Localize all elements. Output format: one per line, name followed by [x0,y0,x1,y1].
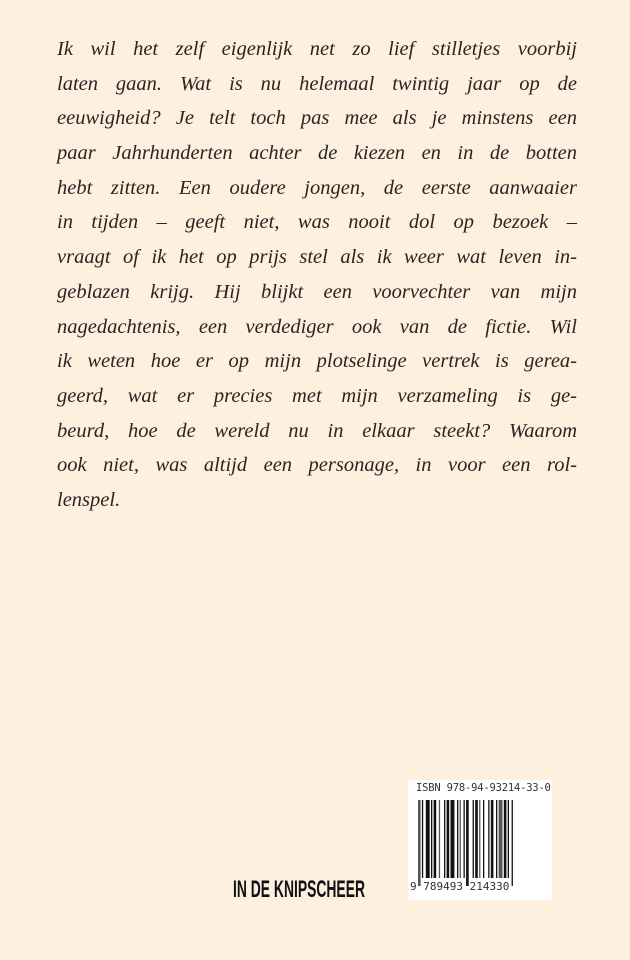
barcode-bar [488,800,489,878]
blurb-line: eeuwigheid? Je telt toch pas mee als je minstens een [57,107,577,130]
blurb-line: ook niet, was altijd een personage, in voor een rol- [57,454,577,477]
barcode-bar [479,800,480,878]
barcode-bar [491,800,494,878]
barcode-bar [451,800,455,878]
isbn-barcode [408,780,552,900]
blurb-line: beurd, hoe de wereld nu in elkaar steekt? Waarom [57,419,577,442]
barcode-bar [496,800,497,878]
barcode-bar [466,800,469,886]
barcode-bar [475,800,478,878]
blurb-line: ik weten hoe er op mijn plotselinge vertrek is gerea- [57,350,577,373]
barcode-bar [499,800,503,878]
barcode-bar [418,800,421,886]
barcode-bar [508,800,509,878]
barcode-bar [464,800,465,878]
publisher-logo [232,875,366,901]
blurb-line: lenspel. [57,488,121,511]
blurb-line: geblazen krijg. Hij blijkt een voorvechter van mijn [57,280,577,303]
barcode-bar [434,800,437,878]
blurb-line: geerd, wat er precies met mijn verzameling is ge- [57,384,577,407]
blurb-line: hebt zitten. Een oudere jongen, de eerste aanwaaier [57,176,577,199]
barcode-bars [418,800,542,886]
barcode-bar [483,800,484,878]
barcode-bar [457,800,458,878]
publisher-logo-text: IN DE KNIPSCHEER [233,876,365,901]
blurb-line: in tijden – geeft niet, was nooit dol op bezoek – [57,211,577,234]
blurb-line: paar Jahrhunderten achter de kiezen en in de botten [57,142,577,165]
barcode-digits: 9 789493 214330 [410,880,510,893]
blurb-line: nagedachtenis, een verdediger ook van de fictie. Wil [57,315,577,338]
blurb-line: Ik wil het zelf eigenlijk net zo lief stilletjes voorbij [57,38,577,60]
blurb-line: laten gaan. Wat is nu helemaal twintig jaar op de [57,72,577,95]
blurb-line: vraagt of ik het op prijs stel als ik weer wat leven in- [57,246,577,269]
barcode-bar [439,800,440,878]
barcode-bar [447,800,450,878]
isbn-label: ISBN 978-94-93214-33-0 [416,782,551,794]
barcode-bar [444,800,445,878]
back-cover-blurb [57,32,577,518]
barcode-bar [473,800,474,878]
barcode-bar [426,800,430,878]
barcode-bar [460,800,461,878]
barcode-bar [504,800,507,878]
barcode-bar [422,800,423,878]
barcode-bar [431,800,432,878]
barcode-bar [512,800,513,886]
